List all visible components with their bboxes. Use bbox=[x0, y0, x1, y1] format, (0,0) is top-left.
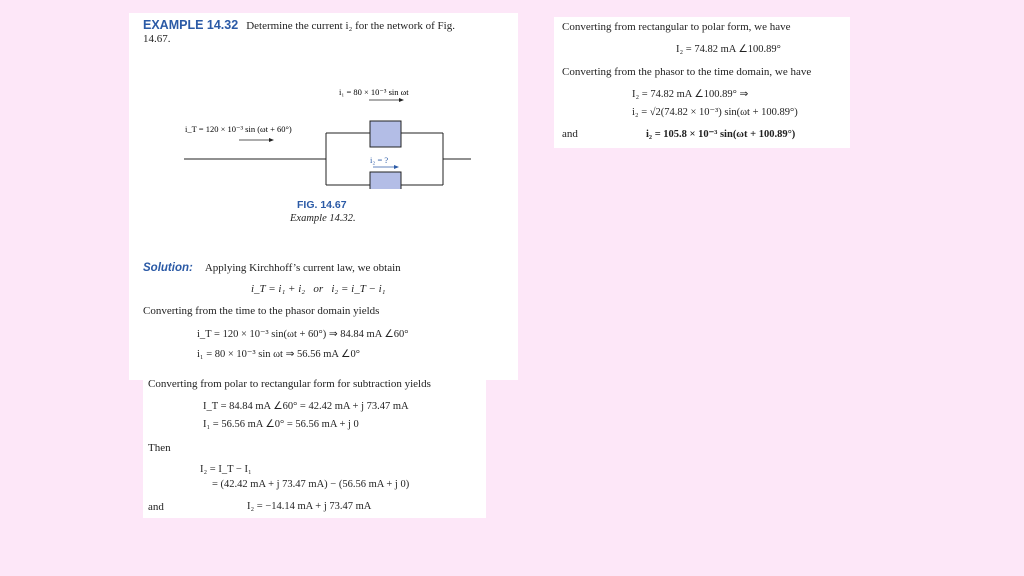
solution-intro-line bbox=[143, 258, 401, 276]
i2-time-line: i₂ = √2(74.82 × 10⁻³) sin(ωt + 100.89°) bbox=[632, 107, 798, 118]
final-answer: i₂ = 105.8 × 10⁻³ sin(ωt + 100.89°) bbox=[646, 129, 796, 140]
I2-phasor-line: I₂ = 74.82 mA ∠100.89° ⇒ bbox=[632, 89, 749, 100]
i2-arrowhead bbox=[394, 165, 399, 169]
circuit-figure bbox=[129, 79, 518, 189]
phasor-iT-equation: i_T = 120 × 10⁻³ sin(ωt + 60°) ⇒ 84.84 mA ∠60° bbox=[197, 329, 409, 340]
rect-intro: Converting from polar to rectangular form for subtraction yields bbox=[148, 378, 431, 390]
example-statement: Determine the current i₂ for the network of Fig. bbox=[246, 20, 455, 32]
i1-arrowhead bbox=[399, 98, 404, 102]
polar-intro: Converting from rectangular to polar form, we have bbox=[562, 21, 791, 33]
then-label: Then bbox=[148, 442, 171, 454]
figure-caption: FIG. 14.67 bbox=[297, 199, 347, 211]
I2-rect-result: I₂ = −14.14 mA + j 73.47 mA bbox=[247, 501, 372, 512]
solution-label: Solution: bbox=[143, 262, 193, 274]
rect-IT-equation: I_T = 84.84 mA ∠60° = 42.42 mA + j 73.47 mA bbox=[203, 401, 409, 412]
and-label: and bbox=[148, 501, 164, 513]
figure-subcaption: Example 14.32. bbox=[290, 213, 356, 224]
bottom-branch-element bbox=[370, 172, 401, 189]
example-label: EXAMPLE 14.32 bbox=[143, 18, 239, 32]
i1-label: i₁ = 80 × 10⁻³ sin ωt bbox=[339, 87, 409, 97]
rect-I1-equation: I₁ = 56.56 mA ∠0° = 56.56 mA + j 0 bbox=[203, 419, 359, 430]
phasor-intro: Converting from the time to the phasor domain yields bbox=[143, 305, 380, 317]
top-branch-element bbox=[370, 121, 401, 147]
phasor-i1-equation: i₁ = 80 × 10⁻³ sin ωt ⇒ 56.56 mA ∠0° bbox=[197, 349, 360, 360]
iT-arrowhead bbox=[269, 138, 274, 142]
time-domain-intro: Converting from the phasor to the time domain, we have bbox=[562, 66, 812, 78]
kcl-equation: i_T = i₁ + i₂ or i₂ = i_T − i₁ bbox=[251, 283, 386, 295]
example-statement-cont: 14.67. bbox=[143, 33, 171, 45]
example-heading bbox=[143, 16, 455, 34]
polar-and-label: and bbox=[562, 128, 578, 140]
I2-polar-equation: I₂ = 74.82 mA ∠100.89° bbox=[676, 44, 781, 55]
polar-panel bbox=[554, 17, 850, 148]
example-panel bbox=[129, 13, 518, 380]
I2-substitution-equation: = (42.42 mA + j 73.47 mA) − (56.56 mA + j 0) bbox=[212, 479, 410, 490]
rectangular-panel bbox=[143, 376, 486, 518]
i2-label: i₂ = ? bbox=[370, 155, 389, 165]
iT-label: i_T = 120 × 10⁻³ sin (ωt + 60°) bbox=[185, 124, 292, 134]
solution-intro: Applying Kirchhoff’s current law, we obtain bbox=[204, 262, 401, 274]
I2-difference-equation: I₂ = I_T − I₁ bbox=[200, 464, 252, 475]
